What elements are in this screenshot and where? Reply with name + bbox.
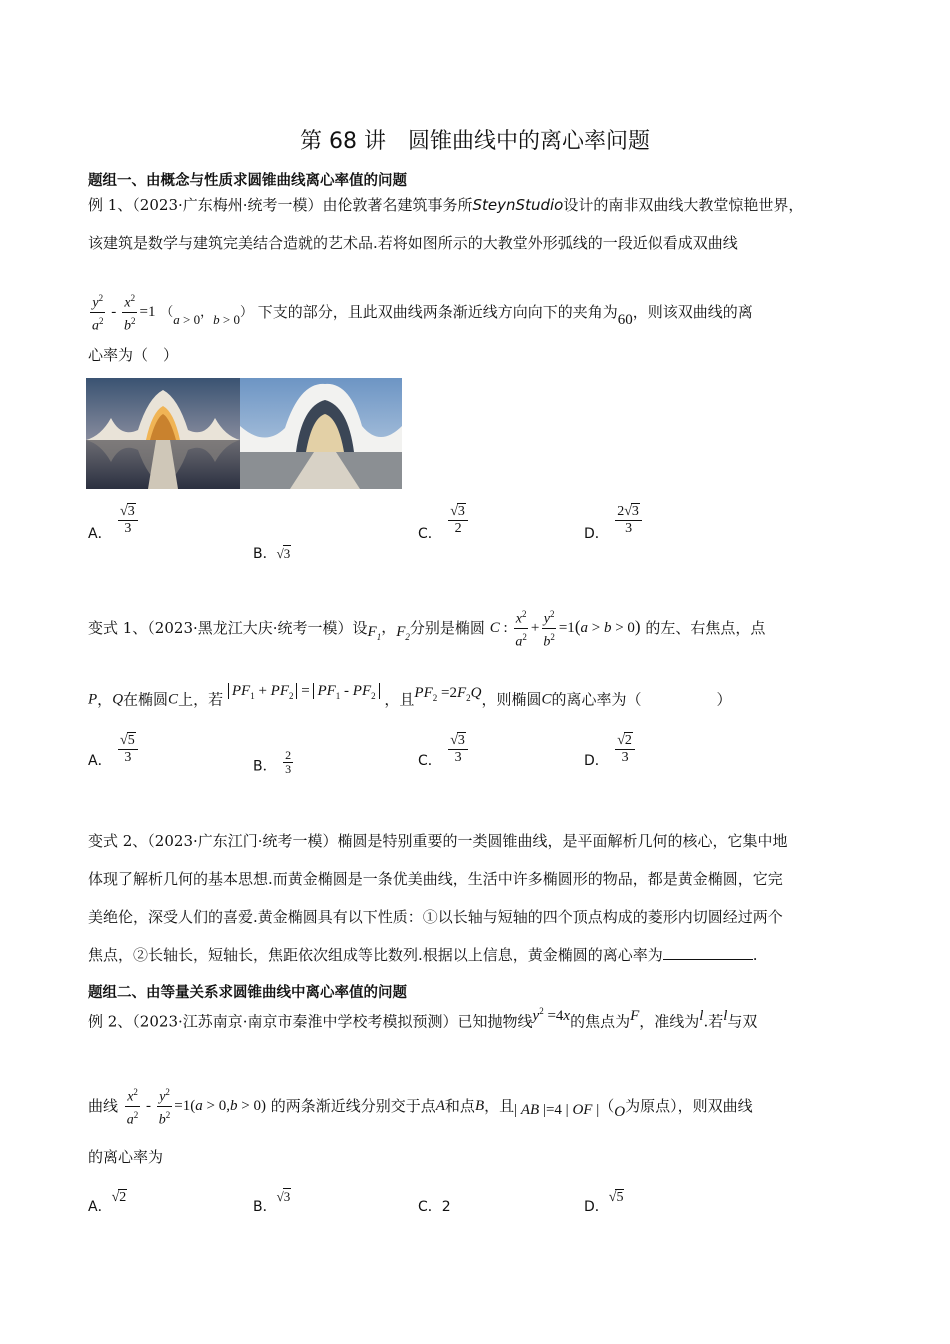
example1-text: 例 1、（2023·广东梅州·统考一模）由伦敦著名建筑事务所 xyxy=(88,196,473,214)
ellipse-equation: C : $\frac{x^2}{a^2}$ + $\frac{y^2}{b^2}$ =1(a > b > 0) xyxy=(490,606,641,650)
variant2-line3: 美绝伦，深受人们的喜爱.黄金椭圆具有以下性质：①以长轴与短轴的四个顶点构成的菱形内切圆经过两个 xyxy=(88,908,783,926)
variant1-option-c[interactable]: C． $\frac{√3}{3}$ xyxy=(418,744,470,778)
example1-text: 设计的南非双曲线大教堂惊艳世界， xyxy=(563,196,804,214)
studio-name: SteynStudio xyxy=(472,196,564,214)
example1-option-d[interactable]: D． $\frac{2√3}{3}$ xyxy=(584,517,644,551)
page-title: 第 68 讲 圆锥曲线中的离心率问题 xyxy=(300,129,650,154)
variant2-line1: 变式 2、（2023·广东江门·统考一模）椭圆是特别重要的一类圆锥曲线，是平面解析几何的核心，它集中地 xyxy=(88,832,788,850)
group1-heading: 题组一、由概念与性质求圆锥曲线离心率值的问题 xyxy=(88,173,407,189)
example1-text: 下支的部分，且此双曲线两条渐近线方向向下的夹角为 xyxy=(257,303,618,322)
example1-line2: 该建筑是数学与建筑完美结合造就的艺术品.若将如图所示的大教堂外形弧线的一段近似看成双曲线 xyxy=(88,234,738,252)
variant2-line2: 体现了解析几何的基本思想.而黄金椭圆是一条优美曲线，生活中许多椭圆形的物品，都是黄金椭圆，它完 xyxy=(88,870,783,888)
example2-option-c[interactable]: C．2 xyxy=(418,1199,451,1215)
angle-value: 60 xyxy=(617,312,633,329)
group2-heading: 题组二、由等量关系求圆锥曲线中离心率值的问题 xyxy=(88,985,407,1001)
example2-line3: 的离心率为 xyxy=(88,1148,164,1166)
vector-condition: $PF_1 + PF_2 = PF_1 - PF_2$ xyxy=(228,680,380,707)
hyperbola-equation: $\frac{y^2}{a^2}$ - $\frac{x^2}{b^2}$ =1 （a > 0，b > 0） xyxy=(88,290,253,334)
variant1-option-a[interactable]: A． $\frac{√5}{3}$ xyxy=(88,744,140,778)
example2-line2: 曲线 $\frac{x^2}{a^2}$ - $\frac{y^2}{b^2}$ =1(a > 0,b > 0) 的两条渐近线分别交于点A和点B，且| AB |=4 | OF |（O为原点），则双曲线 xyxy=(88,1084,868,1124)
example1-line4: 心率为（ ） xyxy=(88,346,179,364)
example1-text: ，则该双曲线的离 xyxy=(632,303,753,322)
example1-option-a[interactable]: A． $\frac{√3}{3}$ xyxy=(88,517,140,551)
example1-option-b[interactable]: B．√3 xyxy=(253,546,291,562)
variant1-line2: P，Q在椭圆C上，若 $PF_1 + PF_2 = PF_1 - PF_2$ ，且$PF_2 =2F_2Q$，则椭圆C的离心率为（ ） xyxy=(88,686,868,720)
variant2-line4: 焦点，②长轴长，短轴长，焦距依次组成等比数列.根据以上信息，黄金椭圆的离心率为 . xyxy=(88,946,758,964)
example2-line1: 例 2、（2023·江苏南京·南京市秦淮中学校考模拟预测）已知抛物线$y^2 =4x$的焦点为F，准线为l.若l与双 xyxy=(88,1006,758,1031)
example2-option-d[interactable]: D．√5 xyxy=(584,1190,624,1215)
example2-option-a[interactable]: A．√2 xyxy=(88,1190,127,1215)
example1-line3 xyxy=(88,290,868,334)
variant1-line1: 变式 1、（2023·黑龙江大庆·统考一模）设$F_1$，$F_2$分别是椭圆 C : $\frac{x^2}{a^2}$ + $\frac{y^2}{b^2}$ =1(a > b > 0) 的左、右焦点，点 xyxy=(88,606,868,646)
variant1-option-b[interactable]: B． $\frac{2}{3}$ xyxy=(253,748,292,776)
example1-option-c[interactable]: C． $\frac{√3}{2}$ xyxy=(418,517,470,551)
hyperbola2-equation: $\frac{x^2}{a^2}$ - $\frac{y^2}{b^2}$ =1(a > 0,b > 0) xyxy=(123,1084,266,1128)
example2-option-b[interactable]: B．√3 xyxy=(253,1189,291,1215)
answer-blank[interactable] xyxy=(663,945,753,960)
cathedral-photo-day xyxy=(240,378,402,489)
cathedral-photo-dusk xyxy=(86,378,240,489)
variant1-option-d[interactable]: D． $\frac{√2}{3}$ xyxy=(584,744,637,778)
example1-line1 xyxy=(88,194,868,216)
